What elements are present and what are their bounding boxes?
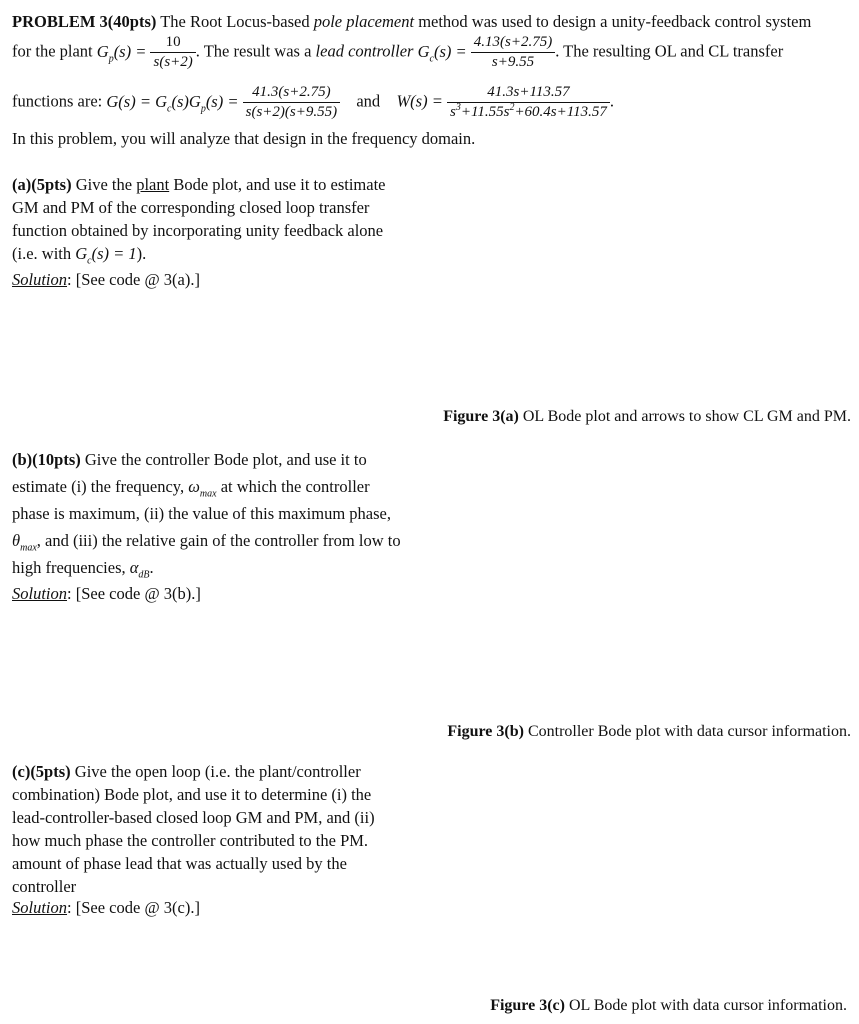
plant-word: plant <box>136 175 170 194</box>
part-a-label: (a)(5pts) <box>12 175 72 194</box>
plant-controller-line <box>12 34 783 72</box>
gc-denominator: s+9.55 <box>491 54 535 71</box>
gc-equation: $G_c(s)$ = <box>417 41 467 64</box>
gc-unity-equation: $G_c(s) = 1$ <box>75 244 137 267</box>
ol-fraction <box>243 84 341 122</box>
figure-3b-label: Figure 3(b) <box>447 723 524 740</box>
cl-denominator: $s^3+11.55s^2+60.4s+113.57$ <box>449 102 607 121</box>
omega-max-symbol: $\omega_{max}$ <box>188 477 217 500</box>
part-b-text: (b)(10pts) Give the controller Bode plot, and use it to estimate (i) the frequency, $\omega_{max}$ at which the controller phase is maximum, (ii) the value of this maximum phase, $\theta_{max}$, and (iii) the relative gain of the controller from low to high frequencies, $\alpha_{dB}$. <box>12 450 401 581</box>
line2-text-c: . The resulting OL and CL transfer <box>555 41 784 61</box>
part-c-solution <box>12 898 200 919</box>
line3-end: . <box>609 91 615 111</box>
figure-3a-caption <box>443 408 851 426</box>
gc-numerator: 4.13(s+2.75) <box>471 34 555 53</box>
lead-controller-text: lead controller <box>315 41 414 61</box>
cl-equation-lhs: W(s) = <box>396 91 443 111</box>
problem-label: PROBLEM 3(40pts) <box>12 12 157 31</box>
figure-3c-text: OL Bode plot with data cursor information. <box>568 997 847 1014</box>
part-a-solution-label: Solution <box>12 270 68 289</box>
part-b-solution-label: Solution <box>12 584 68 603</box>
part-b-label: (b)(10pts) <box>12 450 81 469</box>
part-a-solution-text: : [See code @ 3(a).] <box>67 270 200 289</box>
figure-3a-text: OL Bode plot and arrows to show CL GM and PM. <box>522 408 851 425</box>
line3-text-a: functions are: <box>12 91 103 111</box>
part-b-solution <box>12 584 201 605</box>
theta-max-symbol: $\theta_{max}$ <box>12 531 37 554</box>
part-c-text-2: amount of phase lead that was actually used by the controller <box>12 854 347 896</box>
ol-equation: $G(s) = G_c(s)G_p(s)$ = <box>106 91 239 114</box>
intro-text-1: The Root Locus-based <box>160 12 310 31</box>
part-a-text: (a)(5pts) Give the plant Bode plot, and use it to estimate GM and PM of the corresponding closed loop transfer function obtained by incorporating unity feedback alone (i.e. with $G_c(s) = 1$). <box>12 175 386 267</box>
cl-fraction <box>447 84 610 122</box>
gp-denominator: s(s+2) <box>153 54 193 71</box>
ol-numerator: 41.3(s+2.75) <box>243 84 341 103</box>
gp-equation: $G_p(s)$ = <box>96 41 147 64</box>
figure-3a-label: Figure 3(a) <box>443 408 519 425</box>
figure-3c-label: Figure 3(c) <box>490 997 565 1014</box>
figure-3c-caption <box>490 997 847 1015</box>
and-text: and <box>356 91 381 111</box>
problem-intro-line <box>12 12 811 33</box>
ol-denominator: s(s+2)(s+9.55) <box>245 104 338 121</box>
intro-method: pole placement <box>313 12 415 31</box>
intro-text-2: method was used to design a unity-feedback control system <box>418 12 812 31</box>
alpha-db-symbol: $\alpha_{dB}$ <box>129 558 150 581</box>
gc-fraction <box>471 34 555 72</box>
line2-text-b: . The result was a <box>195 41 312 61</box>
part-b-solution-text: : [See code @ 3(b).] <box>67 584 201 603</box>
part-c-solution-text: : [See code @ 3(c).] <box>67 898 200 917</box>
figure-3b-text: Controller Bode plot with data cursor information. <box>527 723 851 740</box>
part-c-label: (c)(5pts) <box>12 762 71 781</box>
part-a-solution <box>12 270 200 291</box>
figure-3b-caption <box>447 723 851 741</box>
gp-numerator: 10 <box>150 34 195 53</box>
cl-numerator: 41.3s+113.57 <box>447 84 610 103</box>
line2-text-a: for the plant <box>12 41 93 61</box>
intro-summary: In this problem, you will analyze that design in the frequency domain. <box>12 129 476 148</box>
transfer-functions-line <box>12 84 614 122</box>
gp-fraction <box>150 34 195 72</box>
part-c-solution-label: Solution <box>12 898 68 917</box>
part-c-text: (c)(5pts) Give the open loop (i.e. the plant/controller combination) Bode plot, and use it to determine (i) the lead-controller-based closed loop GM and PM, and (ii) how much phase the controller contributed to the PM. <box>12 762 375 850</box>
